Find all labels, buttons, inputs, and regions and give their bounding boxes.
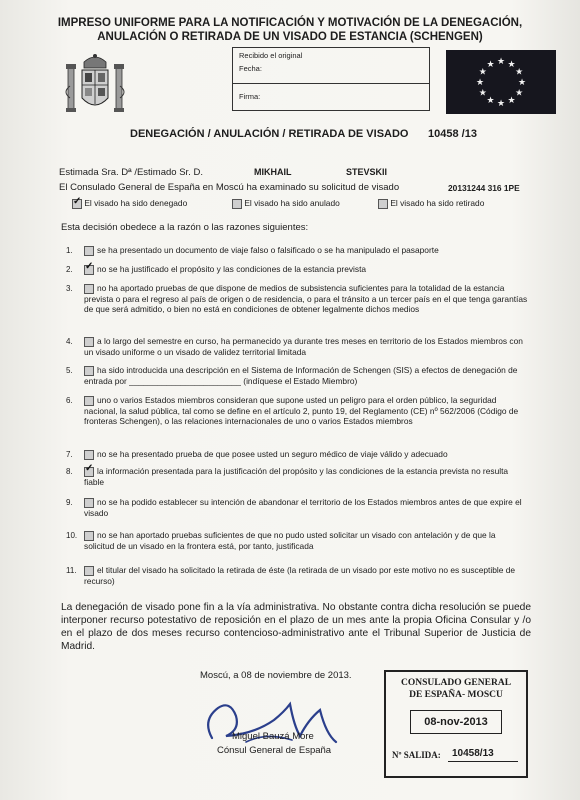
reason-checkbox[interactable] [84,366,94,376]
eu-star-icon: ★ [486,95,495,106]
received-label: Recibido el original [239,51,303,60]
eu-star-icon: ★ [486,58,495,69]
reason-number: 7. [66,450,73,459]
reason-text: no se ha podido establecer su intención de abandonar el territorio de los Estados miembros antes de que expire el visado [84,497,522,518]
reason-checkbox[interactable] [84,566,94,576]
decision-number: 10458 /13 [428,128,477,140]
place-date: Moscú, a 08 de noviembre de 2013. [200,670,352,681]
reason-number: 2. [66,265,73,274]
eu-star-icon: ★ [507,58,516,69]
outcome-withdrawn-label: El visado ha sido retirado [390,198,485,208]
reason-text: uno o varios Estados miembros consideran que supone usted un peligro para el orden público, la seguridad nacional, la salud pública, tal como se define en el artículo 2, punto 19, del Reglamento (CE) nº 562/2006 (Código de fronteras Schengen), o las relaciones internacionales de uno o varios Estados miembros [84,395,519,427]
outcome-denied-label: El visado ha sido denegado [84,198,188,208]
eu-star-icon: ★ [515,66,524,77]
applicant-last-name: STEVSKII [346,167,388,177]
stamp-line1: CONSULADO GENERAL [400,678,512,688]
stamp-line2: DE ESPAÑA- MOSCU [409,690,503,700]
spanish-coat-of-arms-icon [62,52,128,120]
reason-checkbox[interactable] [84,337,94,347]
reason-text: no se ha justificado el propósito y las condiciones de la estancia prevista [97,264,367,274]
reason-checkbox[interactable] [84,284,94,294]
reason-item [84,395,528,427]
reason-checkbox[interactable] [84,265,94,275]
reasons-intro: Esta decisión obedece a la razón o las razones siguientes: [61,222,309,233]
reason-number: 1. [66,246,73,255]
eu-flag-icon [446,50,556,114]
reason-item [84,264,528,275]
reason-item [84,336,528,357]
eu-star-icon: ★ [478,66,487,77]
eu-star-icon: ★ [507,95,516,106]
eu-star-icon: ★ [475,77,485,87]
date-label: Fecha: [239,64,262,73]
reason-text: a lo largo del semestre en curso, ha permanecido ya durante tres meses en territorio de los Estados miembros con un visado uniforme o un visado de validez territorial limitada [84,336,523,357]
reason-text: no se han aportado pruebas suficientes de que no pudo usted solicitar un visado con antelación y de que la solicitud de un visado en la frontera está, por tanto, justificada [84,530,496,551]
signatory-title: Cónsul General de España [217,745,332,756]
application-number: 20131244 316 1PE [448,183,520,193]
received-box-divider [233,83,429,84]
outcome-annulled-label: El visado ha sido anulado [244,198,340,208]
reason-number: 6. [66,396,73,405]
reason-number: 10. [66,531,78,540]
consulate-stamp [384,670,528,778]
signature-label: Firma: [239,92,261,101]
reason-checkbox[interactable] [84,246,94,256]
appeal-paragraph: La denegación de visado pone fin a la vía administrativa. No obstante contra dicha resolución se puede interponer recurso potestativo de reposición en el plazo de un mes ante la propia Oficina Consular y /o en el plazo de dos meses recurso contencioso-administrativo ante el Tribunal Superior de Justicia de Madrid. [61,602,531,652]
reason-number: 3. [66,284,73,293]
reason-checkbox[interactable] [84,450,94,460]
stamp-salida-label: Nº SALIDA: [392,750,441,760]
eu-star-icon: ★ [515,87,524,98]
outcome-annulled-checkbox[interactable] [232,199,242,209]
reason-number: 4. [66,337,73,346]
outcome-annulled[interactable] [232,198,340,209]
stamp-date: 08-nov-2013 [410,710,502,734]
applicant-first-name: MIKHAIL [254,167,292,177]
reason-item [84,530,528,551]
outcome-denied-checkbox[interactable] [72,199,82,209]
reason-number: 11. [66,566,77,575]
outcome-denied[interactable] [72,198,187,209]
eu-star-icon: ★ [496,56,506,66]
reason-checkbox[interactable] [84,396,94,406]
signatory-name: Miguel Bauzá More [232,731,314,742]
form-title-line2: ANULACIÓN O RETIRADA DE UN VISADO DE ESTANCIA (SCHENGEN) [97,31,483,43]
consulate-statement: El Consulado General de España en Moscú ha examinado su solicitud de visado [59,182,400,193]
outcome-withdrawn-checkbox[interactable] [378,199,388,209]
reason-number: 5. [66,366,73,375]
received-original-box [232,47,430,111]
reason-item [84,497,528,518]
reason-item [84,449,528,460]
reason-item [84,565,528,586]
reason-text: la información presentada para la justificación del propósito y las condiciones de la estancia prevista no resulta fiable [84,466,509,487]
eu-star-icon: ★ [496,98,506,108]
outcome-withdrawn[interactable] [378,198,484,209]
reason-checkbox[interactable] [84,467,94,477]
form-title-line1: IMPRESO UNIFORME PARA LA NOTIFICACIÓN Y MOTIVACIÓN DE LA DENEGACIÓN, [57,17,523,29]
eu-star-icon: ★ [478,87,487,98]
salutation: Estimada Sra. Dª /Estimado Sr. D. [59,167,203,178]
stamp-salida-underline [448,761,518,762]
reason-text: se ha presentado un documento de viaje falso o falsificado o se ha manipulado el pasaporte [97,245,439,255]
reason-text: no ha aportado pruebas de que dispone de medios de subsistencia suficientes para la totalidad de la estancia prevista o para el regreso al país de origen o de residencia, o para el tránsito a un tercer país en el que tenga garantías de que será admitido, o bien no está en condiciones de obtener legalmente dichos medios [84,283,528,315]
reason-text: no se ha presentado prueba de que posee usted un seguro médico de viaje válido y adecuado [97,449,448,459]
reason-item [84,466,528,487]
reason-text: ha sido introducida una descripción en el Sistema de Información de Schengen (SIS) a efectos de denegación de entrada por ________________________ (indíquese el Estado Miembro) [84,365,518,386]
reason-checkbox[interactable] [84,498,94,508]
reason-item [84,283,528,315]
reason-checkbox[interactable] [84,531,94,541]
reason-text: el titular del visado ha solicitado la retirada de éste (la retirada de un visado por este motivo no es susceptible de recurso) [84,565,516,586]
eu-star-icon: ★ [517,77,527,87]
stamp-salida-number: 10458/13 [452,748,494,759]
reason-item [84,365,528,386]
reason-number: 8. [66,467,73,476]
decision-heading: DENEGACIÓN / ANULACIÓN / RETIRADA DE VISADO [130,128,409,140]
reason-number: 9. [66,498,73,507]
reason-item [84,245,528,256]
